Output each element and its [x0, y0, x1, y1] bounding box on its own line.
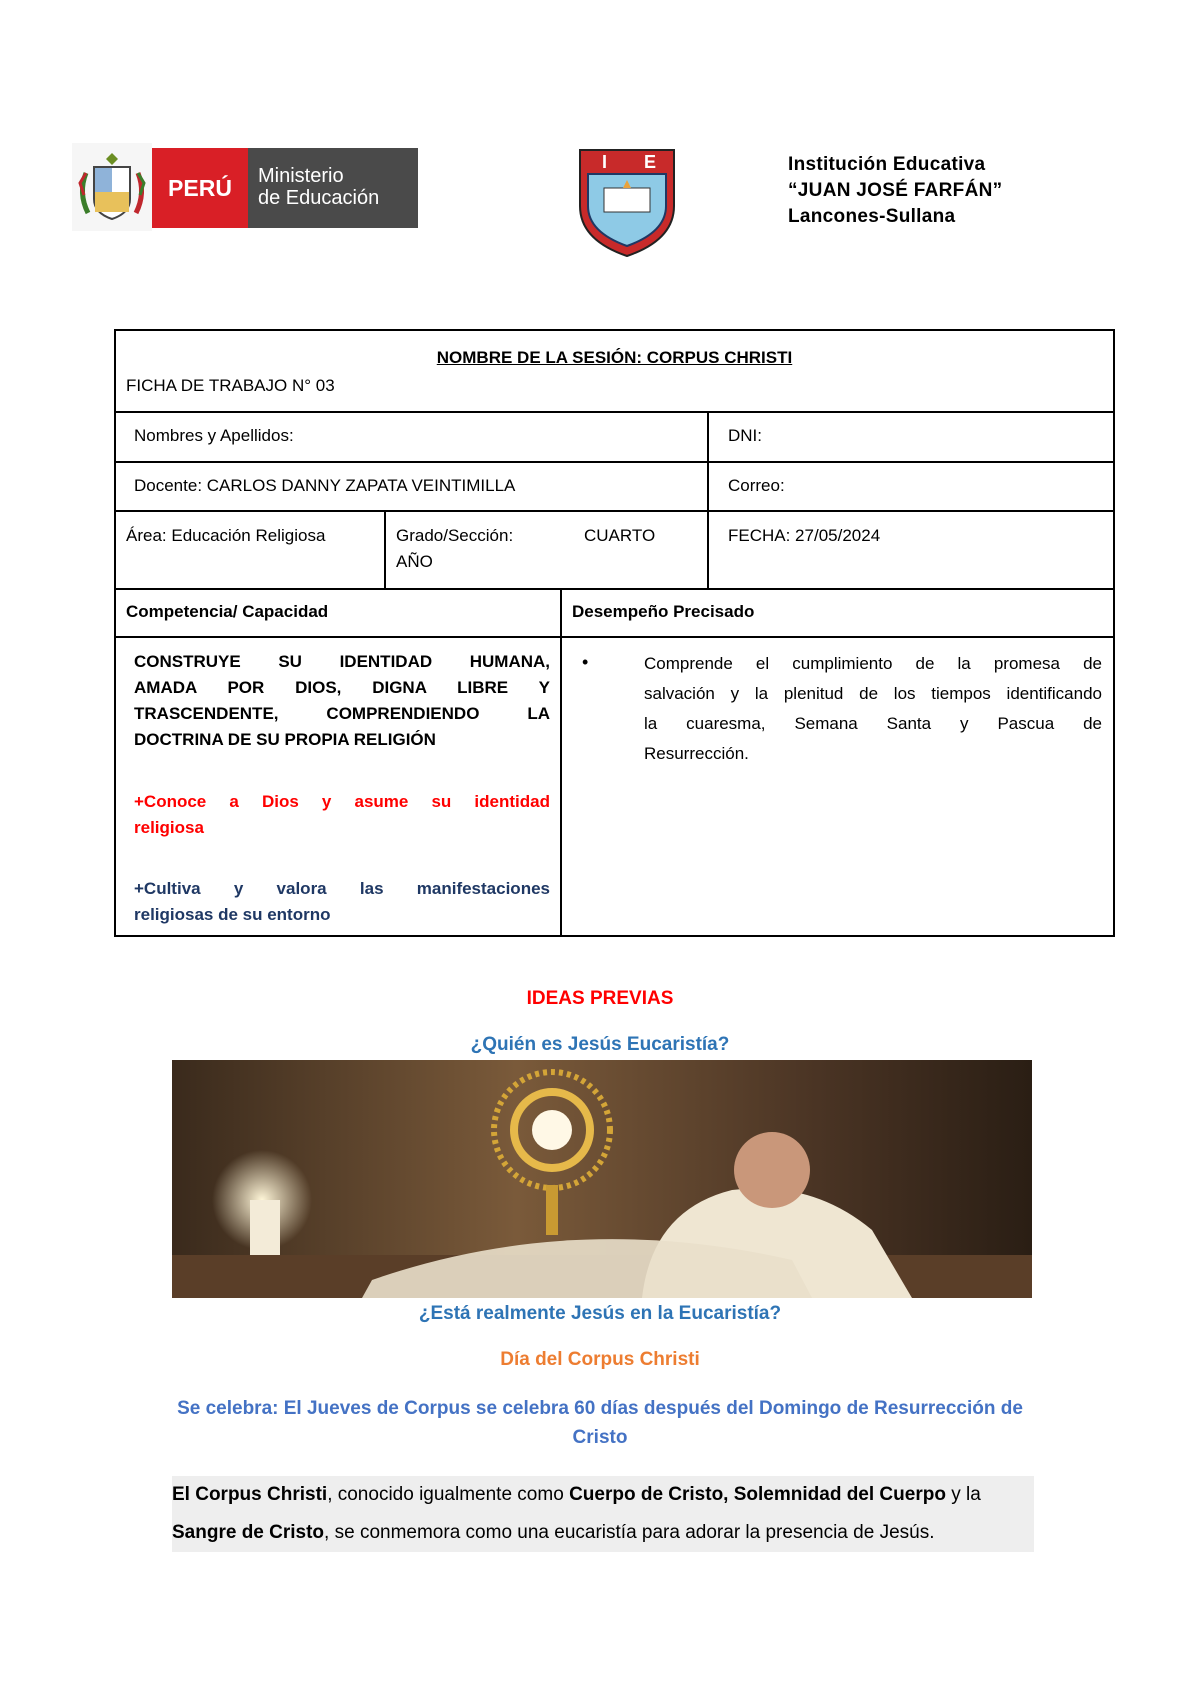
email-field-label: Correo:: [728, 476, 785, 495]
worksheet-number: FICHA DE TRABAJO N° 03: [126, 376, 335, 395]
competence-line: AMADA POR DIOS, DIGNA LIBRE Y: [134, 678, 550, 697]
minedu-logo: [72, 143, 418, 231]
institution-line-2: “JUAN JOSÉ FARFÁN”: [788, 180, 1003, 201]
performance-header: Desempeño Precisado: [572, 602, 755, 621]
teacher-field: Docente: CARLOS DANNY ZAPATA VEINTIMILLA: [134, 476, 516, 495]
ministry-line-1: Ministerio: [258, 165, 344, 187]
grade-field-label: Grado/Sección:: [396, 526, 514, 545]
capacity-1: [134, 789, 550, 841]
row-divider: [116, 510, 1113, 512]
question-2: ¿Está realmente Jesús en la Eucaristía?: [418, 1303, 782, 1324]
paragraph-text: , se conmemora como una eucaristía para adorar la presencia de Jesús.: [324, 1522, 935, 1543]
performance-line: Resurrección.: [644, 744, 749, 763]
capacity-2-line: religiosas de su entorno: [134, 905, 331, 924]
capacity-2-line: +Cultiva y valora las manifestaciones: [134, 879, 550, 898]
row-divider: [116, 461, 1113, 463]
question-1: ¿Quién es Jesús Eucaristía?: [470, 1034, 730, 1055]
performance-line: la cuaresma, Semana Santa y Pascua de: [644, 714, 1102, 733]
celebration-line-1: Se celebra: El Jueves de Corpus se celebra 60 días después del Domingo de Resurrección de: [177, 1398, 1023, 1419]
institution-line-3: Lancones-Sullana: [788, 206, 956, 227]
competence-header: Competencia/ Capacidad: [126, 602, 329, 621]
term-blood-of-christ: Sangre de Cristo: [172, 1522, 325, 1543]
competence-line: CONSTRUYE SU IDENTIDAD HUMANA,: [134, 652, 550, 671]
institution-name: [788, 152, 1002, 230]
column-divider: [560, 588, 562, 937]
peru-label: PERÚ: [152, 148, 248, 228]
ministry-line-2: de Educación: [258, 187, 380, 209]
grade-field-value: CUARTO: [584, 526, 656, 545]
peru-coat-of-arms-icon: [72, 143, 152, 231]
corpus-day-title: Día del Corpus Christi: [500, 1349, 700, 1370]
column-divider: [384, 510, 386, 590]
shield-letter-e: E: [644, 152, 657, 172]
performance-line: salvación y la plenitud de los tiempos identificando: [644, 684, 1102, 703]
paragraph-text: , conocido igualmente como: [327, 1484, 570, 1505]
dni-field-label: DNI:: [728, 426, 762, 445]
competence-line: TRASCENDENTE, COMPRENDIENDO LA: [134, 704, 550, 723]
session-title: NOMBRE DE LA SESIÓN: CORPUS CHRISTI: [436, 348, 793, 367]
capacity-1-line: +Conoce a Dios y asume su identidad: [134, 792, 550, 811]
area-field: Área: Educación Religiosa: [126, 526, 326, 545]
grade-field-value-line-2: AÑO: [396, 552, 433, 571]
worksheet-form-table: [114, 329, 1115, 937]
shield-letter-i: I: [602, 152, 608, 172]
names-field-label: Nombres y Apellidos:: [134, 426, 294, 445]
ministry-label: [248, 148, 418, 228]
eucharist-photo: [172, 1060, 1032, 1298]
column-divider: [707, 411, 709, 590]
capacity-1-line: religiosa: [134, 818, 204, 837]
row-divider: [116, 636, 1113, 638]
competence-text: [134, 649, 550, 753]
competence-line: DOCTRINA DE SU PROPIA RELIGIÓN: [134, 730, 436, 749]
corpus-description-paragraph: [172, 1476, 1034, 1552]
term-corpus-christi: El Corpus Christi: [172, 1484, 328, 1505]
celebration-line-2: Cristo: [572, 1427, 628, 1448]
institution-line-1: Institución Educativa: [788, 154, 986, 175]
celebration-text: [0, 1394, 1200, 1452]
ideas-previas-title: IDEAS PREVIAS: [526, 988, 674, 1009]
row-divider: [116, 411, 1113, 413]
date-field: FECHA: 27/05/2024: [728, 526, 881, 545]
school-shield-logo: [574, 144, 680, 260]
term-body-of-christ: Cuerpo de Cristo, Solemnidad del Cuerpo: [569, 1484, 946, 1505]
paragraph-text: y la: [945, 1484, 981, 1505]
performance-text: [644, 649, 1102, 769]
performance-line: Comprende el cumplimiento de la promesa de: [644, 654, 1102, 673]
capacity-2: [134, 876, 550, 928]
row-divider: [116, 588, 1113, 590]
bullet-icon: •: [582, 652, 589, 672]
